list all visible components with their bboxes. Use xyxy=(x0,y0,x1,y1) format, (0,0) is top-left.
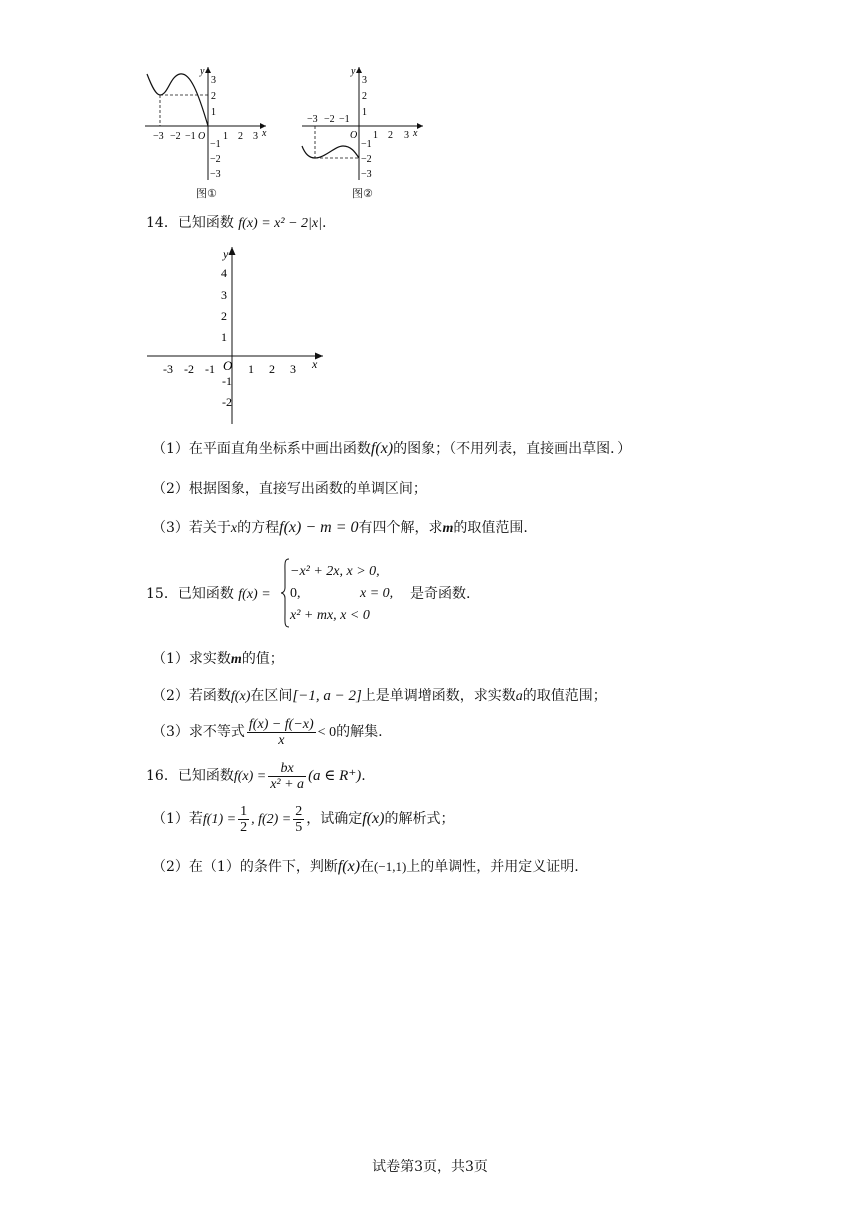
q15-prefix: 15．已知函数 xyxy=(146,586,234,602)
fig2-ytick: −2 xyxy=(361,154,372,165)
fig2-xtick: −3 xyxy=(307,114,318,125)
q16-numerator: bx xyxy=(268,761,306,777)
q15-part3-text-c: 的解集. xyxy=(336,724,383,740)
fig1-xtick: 3 xyxy=(253,131,258,142)
fig1-ytick: 1 xyxy=(211,107,216,118)
q14-part3-text-c: 有四个解，求 xyxy=(358,520,443,536)
q15-part2-text-d: 的取值范围； xyxy=(522,688,607,704)
q15-part2-text-b: 在区间 xyxy=(250,688,293,704)
q14-ytick: -1 xyxy=(222,374,232,388)
q16-part1-two-fifths-num: 2 xyxy=(295,803,303,819)
fig2-ytick: 3 xyxy=(362,75,367,86)
q14-part3-equation: f(x) − m = 0 xyxy=(279,519,359,536)
q16-end: . xyxy=(361,768,366,784)
fig1-ytick: −2 xyxy=(210,154,221,165)
q16-part1 xyxy=(152,803,454,836)
fig1-ytick: −1 xyxy=(210,139,221,150)
q14-ytick: 1 xyxy=(221,330,227,344)
q16-part2-fx: f(x) xyxy=(337,858,361,875)
figure-1-graph xyxy=(140,62,270,187)
q14-part3-text-b: 的方程 xyxy=(237,520,280,536)
q16-fraction xyxy=(268,761,306,792)
q15-title xyxy=(146,585,271,604)
q15-part2-fx: f(x) xyxy=(230,689,251,704)
q14-ytick: 3 xyxy=(221,288,227,302)
q14-part1-text-b: 的图象；（不用列表，直接画出草图．） xyxy=(393,441,632,457)
q14-part3-m: m xyxy=(442,521,454,536)
q15-piecewise-cases xyxy=(290,561,393,627)
fig2-xtick: −2 xyxy=(324,114,335,125)
q14-part3-text-d: 的取值范围. xyxy=(453,520,528,536)
q14-ytick: 2 xyxy=(221,309,227,323)
q14-coordinate-grid xyxy=(145,244,330,426)
q14-origin: O xyxy=(223,358,233,373)
fig2-ytick: 2 xyxy=(362,91,367,102)
q15-case-2 xyxy=(290,583,393,605)
q15-case-1: −x² + 2x, x > 0, xyxy=(290,564,380,579)
q14-prefix: 14．已知函数 xyxy=(146,215,234,231)
q14-xtick: 1 xyxy=(248,362,254,376)
q14-part3-text: （3）若关于 xyxy=(152,520,231,536)
fig2-xtick: 1 xyxy=(373,130,378,141)
fig1-origin: O xyxy=(198,131,206,142)
q16-title xyxy=(146,760,366,793)
fig1-ytick: 2 xyxy=(211,91,216,102)
q15-part3-denominator: x xyxy=(278,732,285,748)
q15-part3-numerator: f(x) − f(−x) xyxy=(248,716,314,732)
q15-part2 xyxy=(152,687,607,706)
q14-part3-x: x xyxy=(230,521,238,536)
q16-denominator: x² + a xyxy=(270,776,305,792)
q16-part1-f1: f(1) = xyxy=(202,812,237,827)
fig1-xtick: 1 xyxy=(223,131,228,142)
q15-part2-text: （2）若函数 xyxy=(152,688,231,704)
q16-part2-interval: (−1,1) xyxy=(374,859,407,874)
q15-part1-text: （1）求实数 xyxy=(152,651,231,667)
fig2-y-axis-label: y xyxy=(351,66,356,77)
q15-part2-a: a xyxy=(515,689,523,704)
fig2-ytick: −1 xyxy=(361,139,372,150)
q14-ytick: -2 xyxy=(222,395,232,409)
q16-condition: (a ∈ R⁺) xyxy=(308,768,362,784)
q16-part1-half xyxy=(238,804,249,835)
fig1-xtick: −1 xyxy=(185,131,196,142)
q15-part2-interval: [−1, a − 2] xyxy=(292,688,362,704)
fig1-ytick: 3 xyxy=(211,75,216,86)
fig1-y-axis-label: y xyxy=(200,66,205,77)
q15-part1-m: m xyxy=(230,652,242,667)
q14-xtick: 3 xyxy=(290,362,296,376)
figure-2-graph xyxy=(297,62,427,187)
q16-part1-half-den: 2 xyxy=(240,819,248,835)
q16-part1-f2: , f(2) = xyxy=(251,812,292,827)
fig2-ytick: 1 xyxy=(362,107,367,118)
fig1-xtick: −3 xyxy=(153,131,164,142)
q15-part3-lt: < 0 xyxy=(317,725,337,740)
q16-prefix: 16．已知函数 xyxy=(146,768,234,784)
q14-formula: f(x) = x² − 2|x| xyxy=(238,216,322,231)
q15-case-2-value: 0, xyxy=(290,586,301,601)
fig2-xtick: −1 xyxy=(339,114,350,125)
q16-part2-text-b: 在 xyxy=(360,859,375,875)
q15-part2-text-c: 上是单调增函数，求实数 xyxy=(361,688,516,704)
q14-x-axis-label: x xyxy=(312,357,318,371)
q14-part1-text: （1）在平面直角坐标系中画出函数 xyxy=(152,441,371,457)
q14-end: . xyxy=(321,215,327,231)
q15-fx: f(x) = xyxy=(238,587,271,602)
q16-part2-text-c: 上的单调性，并用定义证明. xyxy=(406,859,579,875)
q16-part1-text-c: 的解析式； xyxy=(384,811,455,827)
q14-title xyxy=(146,214,326,233)
q14-xtick: -1 xyxy=(205,362,215,376)
q14-part3 xyxy=(152,519,528,538)
q15-part1-text-b: 的值； xyxy=(241,651,284,667)
fig2-x-axis-label: x xyxy=(413,128,418,139)
q16-part1-two-fifths-den: 5 xyxy=(295,819,303,835)
q14-y-axis-label: y xyxy=(223,247,229,261)
q15-case-3: x² + mx, x < 0 xyxy=(290,608,370,623)
fig2-origin: O xyxy=(350,130,358,141)
fig1-x-axis-label: x xyxy=(262,128,267,139)
q16-part2-text: （2）在（1）的条件下，判断 xyxy=(152,859,338,875)
q16-part1-two-fifths xyxy=(293,804,304,835)
q14-xtick: -2 xyxy=(184,362,194,376)
q16-part1-text: （1）若 xyxy=(152,811,203,827)
q15-part3-text: （3）求不等式 xyxy=(152,724,245,740)
page-footer: 试卷第3页，共3页 xyxy=(372,1159,488,1175)
fig1-xtick: −2 xyxy=(170,131,181,142)
q15-suffix: 是奇函数. xyxy=(410,586,471,602)
q14-xtick: 2 xyxy=(269,362,275,376)
q14-part1-fx: f(x) xyxy=(370,440,394,457)
q16-fx: f(x) = xyxy=(233,769,267,784)
figure-2-caption: 图② xyxy=(352,187,373,200)
q14-xtick: -3 xyxy=(163,362,173,376)
q16-part1-half-num: 1 xyxy=(240,803,248,819)
fig1-xtick: 2 xyxy=(238,131,243,142)
fig2-xtick: 3 xyxy=(404,130,409,141)
q14-part2: （2）根据图象，直接写出函数的单调区间； xyxy=(152,481,427,497)
q14-part1 xyxy=(152,440,631,458)
q16-part2 xyxy=(152,858,579,876)
q16-part1-text-b: ，试确定 xyxy=(306,811,363,827)
fig2-ytick: −3 xyxy=(361,169,372,180)
figure-1-caption: 图① xyxy=(196,187,217,200)
q15-part1 xyxy=(152,650,284,669)
q14-ytick: 4 xyxy=(221,266,227,280)
q15-part3-fraction xyxy=(247,717,316,748)
q15-part3 xyxy=(152,716,383,749)
q15-case-2-condition: x = 0, xyxy=(360,586,394,601)
q15-left-brace xyxy=(280,558,290,628)
fig1-ytick: −3 xyxy=(210,169,221,180)
q16-part1-fx: f(x) xyxy=(362,810,385,827)
fig2-xtick: 2 xyxy=(388,130,393,141)
